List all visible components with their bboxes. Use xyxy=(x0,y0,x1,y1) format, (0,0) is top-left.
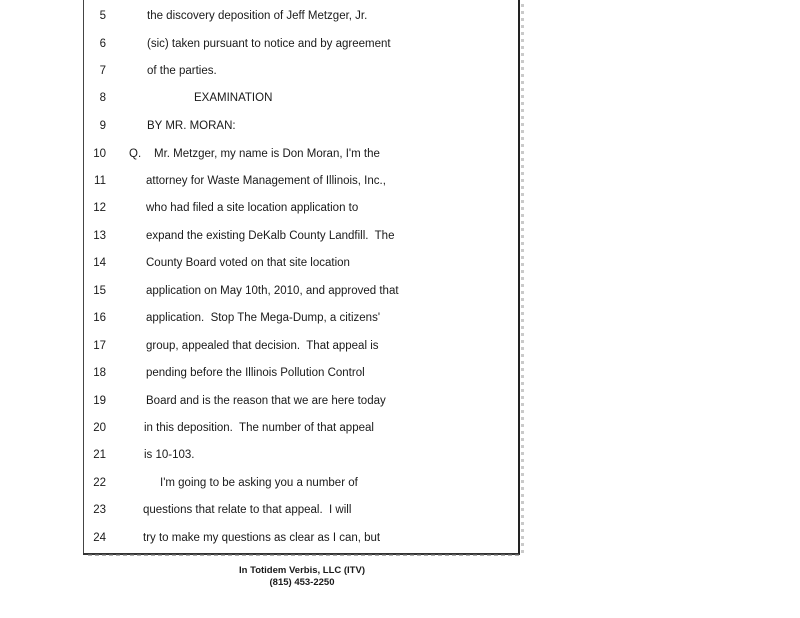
transcript-line xyxy=(0,309,520,327)
transcript-page xyxy=(83,0,520,555)
line-text: County Board voted on that site location xyxy=(146,257,350,269)
transcript-line xyxy=(0,172,520,190)
line-text: attorney for Waste Management of Illinois, Inc., xyxy=(146,175,386,187)
line-number: 7 xyxy=(99,65,106,77)
line-text: BY MR. MORAN: xyxy=(147,120,236,132)
transcript-line xyxy=(0,392,520,410)
transcript-line xyxy=(0,529,520,547)
line-number: 20 xyxy=(93,422,106,434)
transcript-line xyxy=(0,446,520,464)
line-number: 14 xyxy=(93,257,106,269)
line-number: 12 xyxy=(93,202,106,214)
line-text: pending before the Illinois Pollution Control xyxy=(146,367,365,379)
line-text: questions that relate to that appeal. I will xyxy=(143,504,352,516)
question-marker: Q. xyxy=(129,148,142,160)
line-number: 19 xyxy=(93,395,106,407)
line-number: 5 xyxy=(99,10,106,22)
line-text: in this deposition. The number of that appeal xyxy=(144,422,374,434)
line-number: 24 xyxy=(93,532,106,544)
line-text: is 10-103. xyxy=(144,449,195,461)
transcript-line xyxy=(0,501,520,519)
transcript-line xyxy=(0,254,520,272)
transcript-line xyxy=(0,117,520,135)
line-number: 15 xyxy=(93,285,106,297)
footer-phone: (815) 453-2250 xyxy=(269,577,335,588)
line-text: I'm going to be asking you a number of xyxy=(160,477,358,489)
line-number: 6 xyxy=(99,38,106,50)
page-bottom-edge xyxy=(88,554,520,556)
line-number: 21 xyxy=(93,449,106,461)
line-text: expand the existing DeKalb County Landfill. The xyxy=(146,230,395,242)
transcript-line xyxy=(0,227,520,245)
line-number: 22 xyxy=(93,477,106,489)
line-text: application. Stop The Mega-Dump, a citizens' xyxy=(146,312,381,324)
left-margin-rule xyxy=(83,0,84,553)
transcript-line xyxy=(0,474,520,492)
line-number: 13 xyxy=(93,230,106,242)
line-number: 10 xyxy=(93,148,106,160)
line-text: who had filed a site location application to xyxy=(146,202,359,214)
transcript-line xyxy=(0,419,520,437)
line-number: 9 xyxy=(99,120,106,132)
line-number: 17 xyxy=(93,340,106,352)
transcript-line xyxy=(0,337,520,355)
line-number: 11 xyxy=(94,175,106,187)
line-number: 16 xyxy=(93,312,106,324)
line-number: 23 xyxy=(93,504,106,516)
transcript-line xyxy=(0,35,520,53)
line-text: the discovery deposition of Jeff Metzger, Jr. xyxy=(147,10,368,22)
line-text: try to make my questions as clear as I can, but xyxy=(143,532,381,544)
line-text: application on May 10th, 2010, and approved that xyxy=(146,285,399,297)
line-text: (sic) taken pursuant to notice and by agreement xyxy=(147,38,391,50)
transcript-line xyxy=(0,364,520,382)
transcript-line xyxy=(0,7,520,25)
line-number: 18 xyxy=(93,367,106,379)
transcript-line xyxy=(0,282,520,300)
transcript-line xyxy=(0,145,520,163)
footer-company: In Totidem Verbis, LLC (ITV) xyxy=(239,565,365,576)
line-text: group, appealed that decision. That appeal is xyxy=(146,340,379,352)
transcript-line xyxy=(0,62,520,80)
line-text: of the parties. xyxy=(147,65,217,77)
line-text: Mr. Metzger, my name is Don Moran, I'm the xyxy=(154,148,380,160)
line-number: 8 xyxy=(99,92,106,104)
transcript-line xyxy=(0,89,520,107)
transcript-line xyxy=(0,199,520,217)
line-text: Board and is the reason that we are here today xyxy=(146,395,386,407)
examination-heading: EXAMINATION xyxy=(194,92,273,104)
